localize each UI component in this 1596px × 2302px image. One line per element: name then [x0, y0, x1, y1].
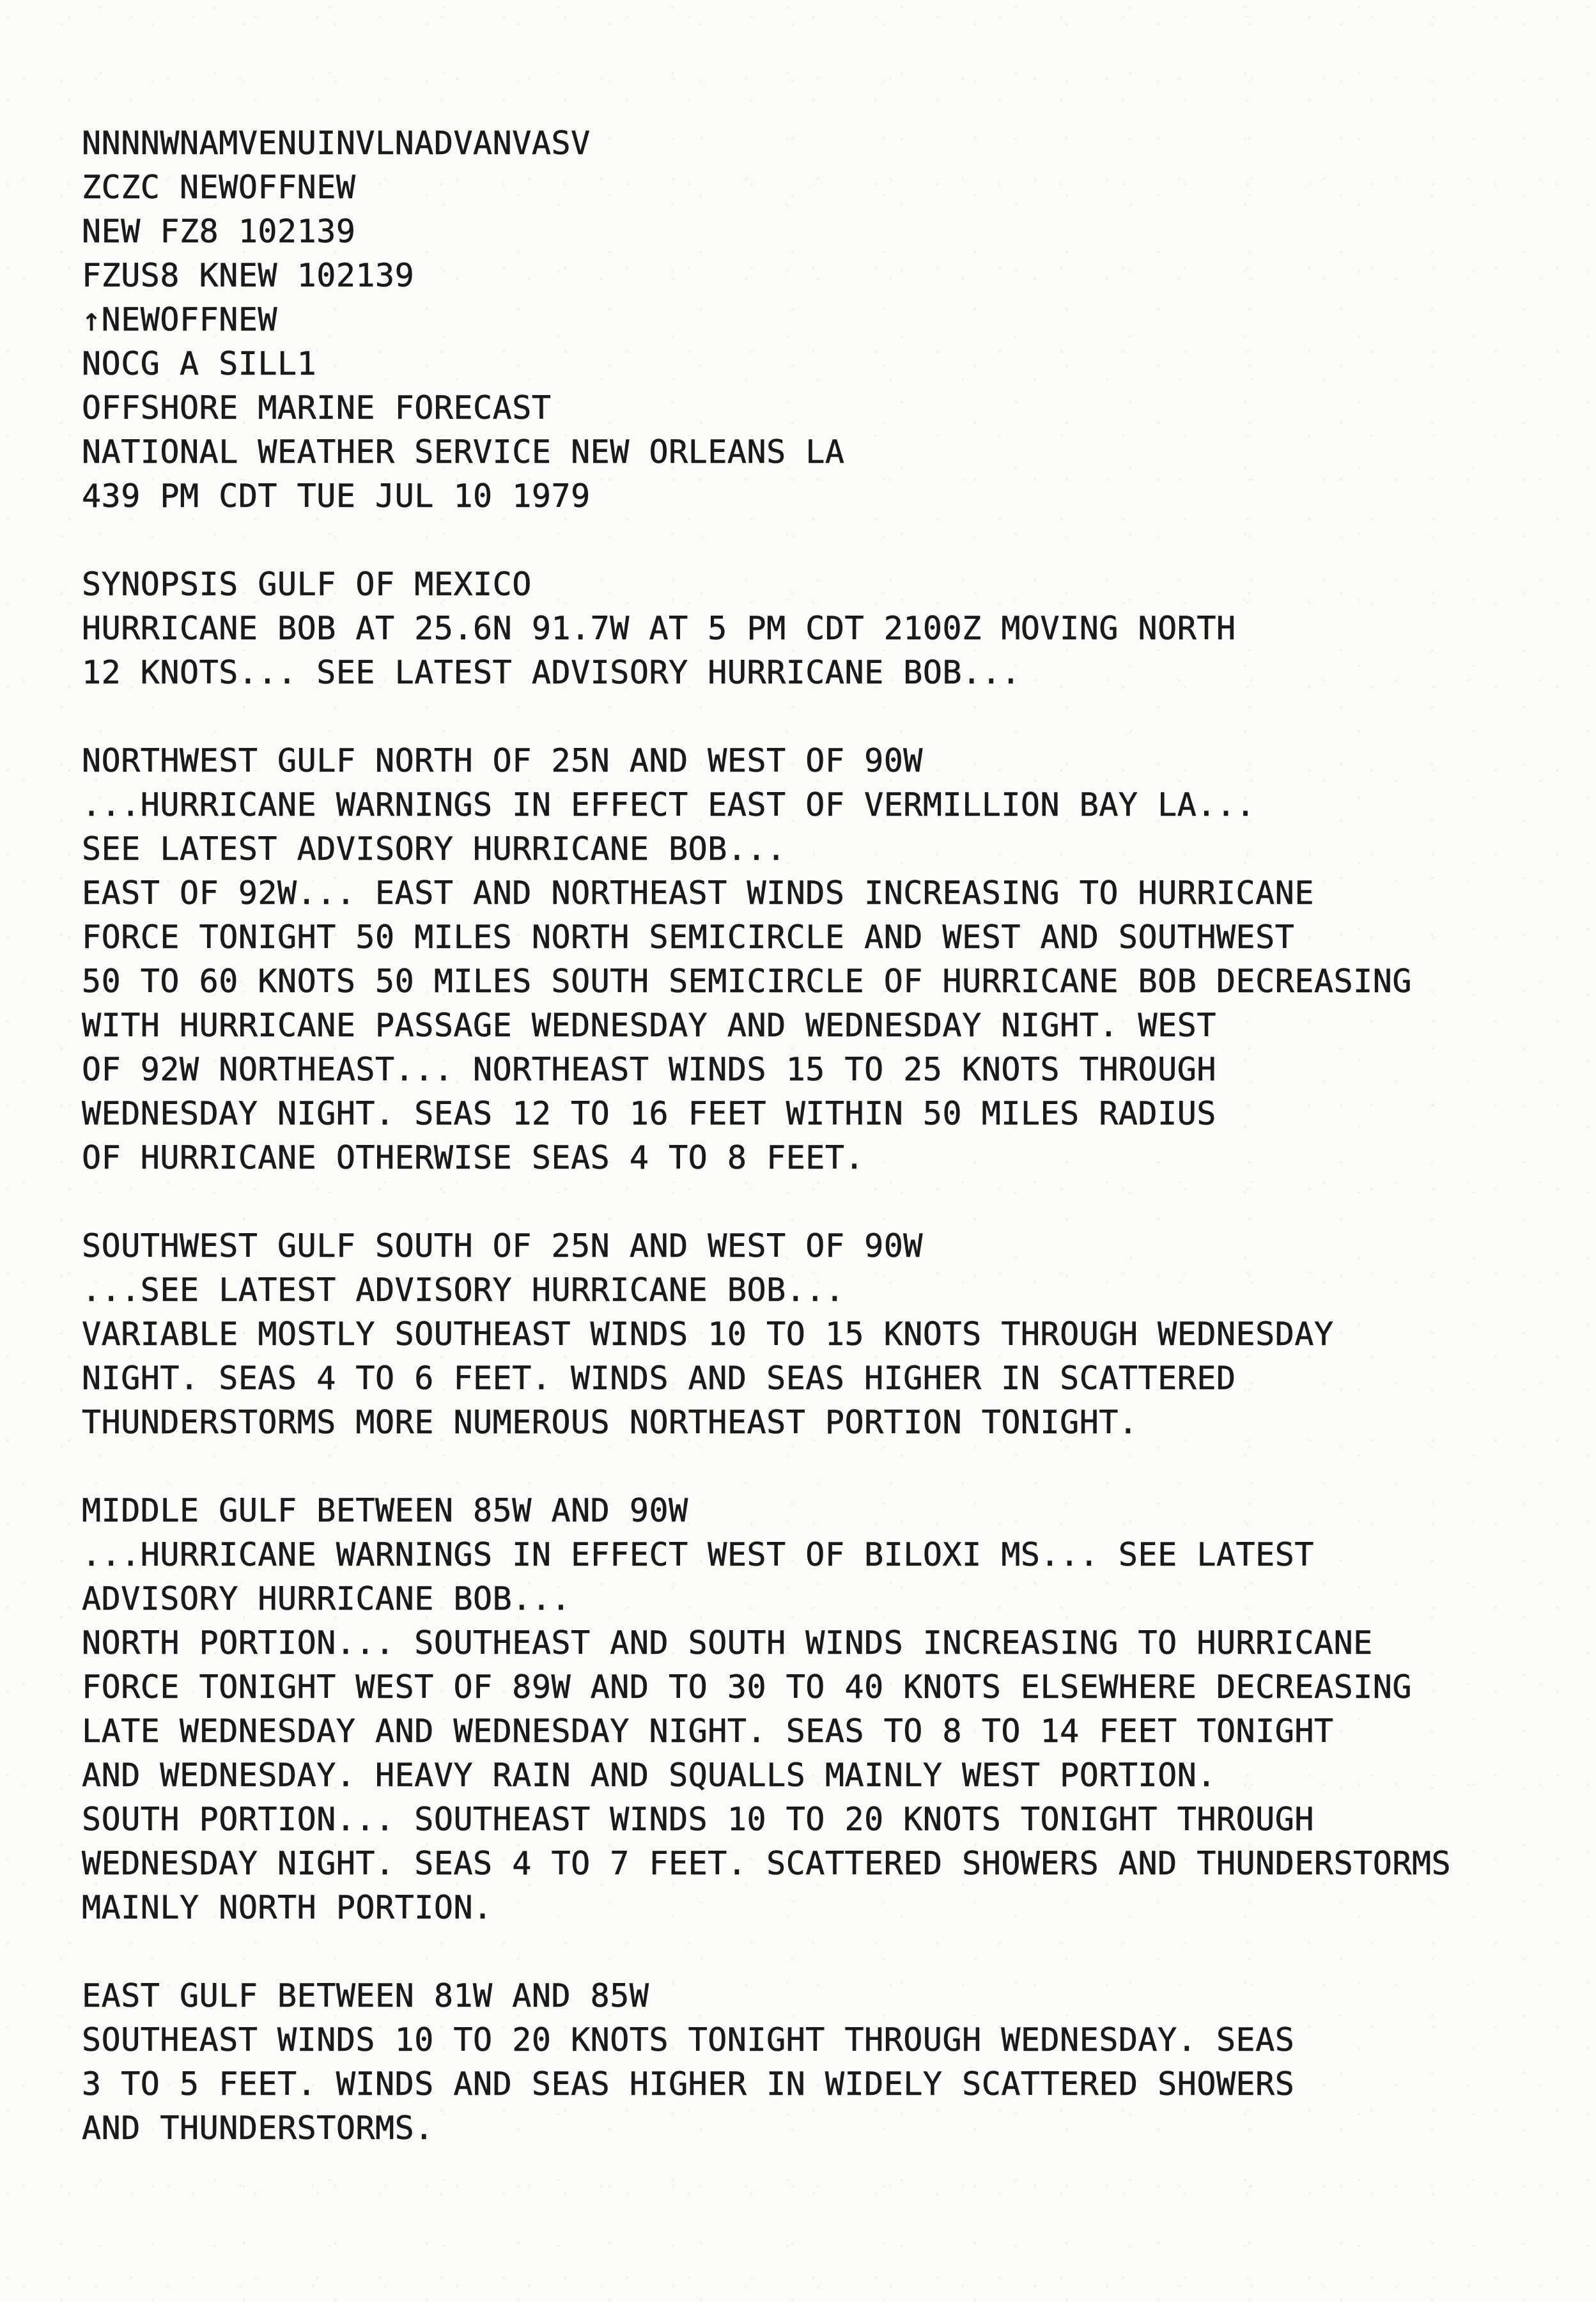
section-heading: EAST GULF BETWEEN 81W AND 85W	[82, 1977, 649, 2014]
body-line: 50 TO 60 KNOTS 50 MILES SOUTH SEMICIRCLE OF HURRICANE BOB DECREASING	[82, 963, 1412, 1000]
body-line: ...SEE LATEST ADVISORY HURRICANE BOB...	[82, 1272, 845, 1309]
body-line: SEE LATEST ADVISORY HURRICANE BOB...	[82, 830, 786, 867]
body-line: AND WEDNESDAY. HEAVY RAIN AND SQUALLS MAINLY WEST PORTION.	[82, 1757, 1216, 1794]
body-line: HURRICANE BOB AT 25.6N 91.7W AT 5 PM CDT 2100Z MOVING NORTH	[82, 610, 1236, 647]
body-line: WEDNESDAY NIGHT. SEAS 12 TO 16 FEET WITHIN 50 MILES RADIUS	[82, 1095, 1216, 1132]
body-line: ADVISORY HURRICANE BOB...	[82, 1580, 571, 1617]
southwest-gulf-block	[82, 1224, 1520, 1445]
paragraph-gap	[82, 1445, 1520, 1489]
body-line: EAST OF 92W... EAST AND NORTHEAST WINDS INCREASING TO HURRICANE	[82, 875, 1314, 912]
body-line: WITH HURRICANE PASSAGE WEDNESDAY AND WEDNESDAY NIGHT. WEST	[82, 1007, 1216, 1044]
body-line: AND THUNDERSTORMS.	[82, 2110, 434, 2147]
body-line: MAINLY NORTH PORTION.	[82, 1889, 493, 1926]
body-line: THUNDERSTORMS MORE NUMEROUS NORTHEAST PORTION TONIGHT.	[82, 1404, 1138, 1441]
section-heading: MIDDLE GULF BETWEEN 85W AND 90W	[82, 1492, 688, 1529]
body-line: VARIABLE MOSTLY SOUTHEAST WINDS 10 TO 15 KNOTS THROUGH WEDNESDAY	[82, 1316, 1334, 1353]
header-line: NNNNWNAMVENUINVLNADVANVASV	[82, 125, 591, 162]
section-heading: SOUTHWEST GULF SOUTH OF 25N AND WEST OF 90W	[82, 1227, 923, 1264]
east-gulf-block	[82, 1974, 1520, 2150]
paragraph-gap	[82, 1180, 1520, 1224]
paragraph-gap	[82, 695, 1520, 739]
body-line: SOUTH PORTION... SOUTHEAST WINDS 10 TO 20 KNOTS TONIGHT THROUGH	[82, 1801, 1314, 1838]
header-line: NEW FZ8 102139	[82, 213, 356, 250]
body-line: LATE WEDNESDAY AND WEDNESDAY NIGHT. SEAS TO 8 TO 14 FEET TONIGHT	[82, 1713, 1334, 1750]
body-line: WEDNESDAY NIGHT. SEAS 4 TO 7 FEET. SCATTERED SHOWERS AND THUNDERSTORMS	[82, 1845, 1452, 1882]
header-line: ↑NEWOFFNEW	[82, 301, 278, 338]
header-block	[82, 121, 1520, 518]
paragraph-gap	[82, 518, 1520, 563]
middle-gulf-block	[82, 1489, 1520, 1930]
section-heading: NORTHWEST GULF NORTH OF 25N AND WEST OF 90W	[82, 742, 923, 779]
header-line: ZCZC NEWOFFNEW	[82, 169, 356, 206]
paragraph-gap	[82, 1930, 1520, 1974]
body-line: ...HURRICANE WARNINGS IN EFFECT WEST OF BILOXI MS... SEE LATEST	[82, 1536, 1314, 1573]
synopsis-block	[82, 563, 1520, 695]
body-line: 12 KNOTS... SEE LATEST ADVISORY HURRICANE BOB...	[82, 654, 1021, 691]
body-line: SOUTHEAST WINDS 10 TO 20 KNOTS TONIGHT THROUGH WEDNESDAY. SEAS	[82, 2021, 1295, 2058]
northwest-gulf-block	[82, 739, 1520, 1180]
header-title: OFFSHORE MARINE FORECAST	[82, 389, 552, 426]
body-line: 3 TO 5 FEET. WINDS AND SEAS HIGHER IN WIDELY SCATTERED SHOWERS	[82, 2065, 1295, 2103]
body-line: FORCE TONIGHT 50 MILES NORTH SEMICIRCLE AND WEST AND SOUTHWEST	[82, 919, 1295, 956]
body-line: OF HURRICANE OTHERWISE SEAS 4 TO 8 FEET.	[82, 1139, 865, 1176]
header-office: NATIONAL WEATHER SERVICE NEW ORLEANS LA	[82, 433, 845, 471]
header-line: NOCG A SILL1	[82, 345, 317, 382]
body-line: ...HURRICANE WARNINGS IN EFFECT EAST OF VERMILLION BAY LA...	[82, 786, 1256, 823]
body-line: NIGHT. SEAS 4 TO 6 FEET. WINDS AND SEAS HIGHER IN SCATTERED	[82, 1360, 1236, 1397]
section-heading: SYNOPSIS GULF OF MEXICO	[82, 566, 532, 603]
header-timestamp: 439 PM CDT TUE JUL 10 1979	[82, 478, 591, 515]
body-line: NORTH PORTION... SOUTHEAST AND SOUTH WINDS INCREASING TO HURRICANE	[82, 1624, 1373, 1661]
header-line: FZUS8 KNEW 102139	[82, 257, 415, 294]
body-line: OF 92W NORTHEAST... NORTHEAST WINDS 15 TO 25 KNOTS THROUGH	[82, 1051, 1216, 1088]
forecast-document	[82, 121, 1520, 2150]
body-line: FORCE TONIGHT WEST OF 89W AND TO 30 TO 40 KNOTS ELSEWHERE DECREASING	[82, 1668, 1412, 1706]
